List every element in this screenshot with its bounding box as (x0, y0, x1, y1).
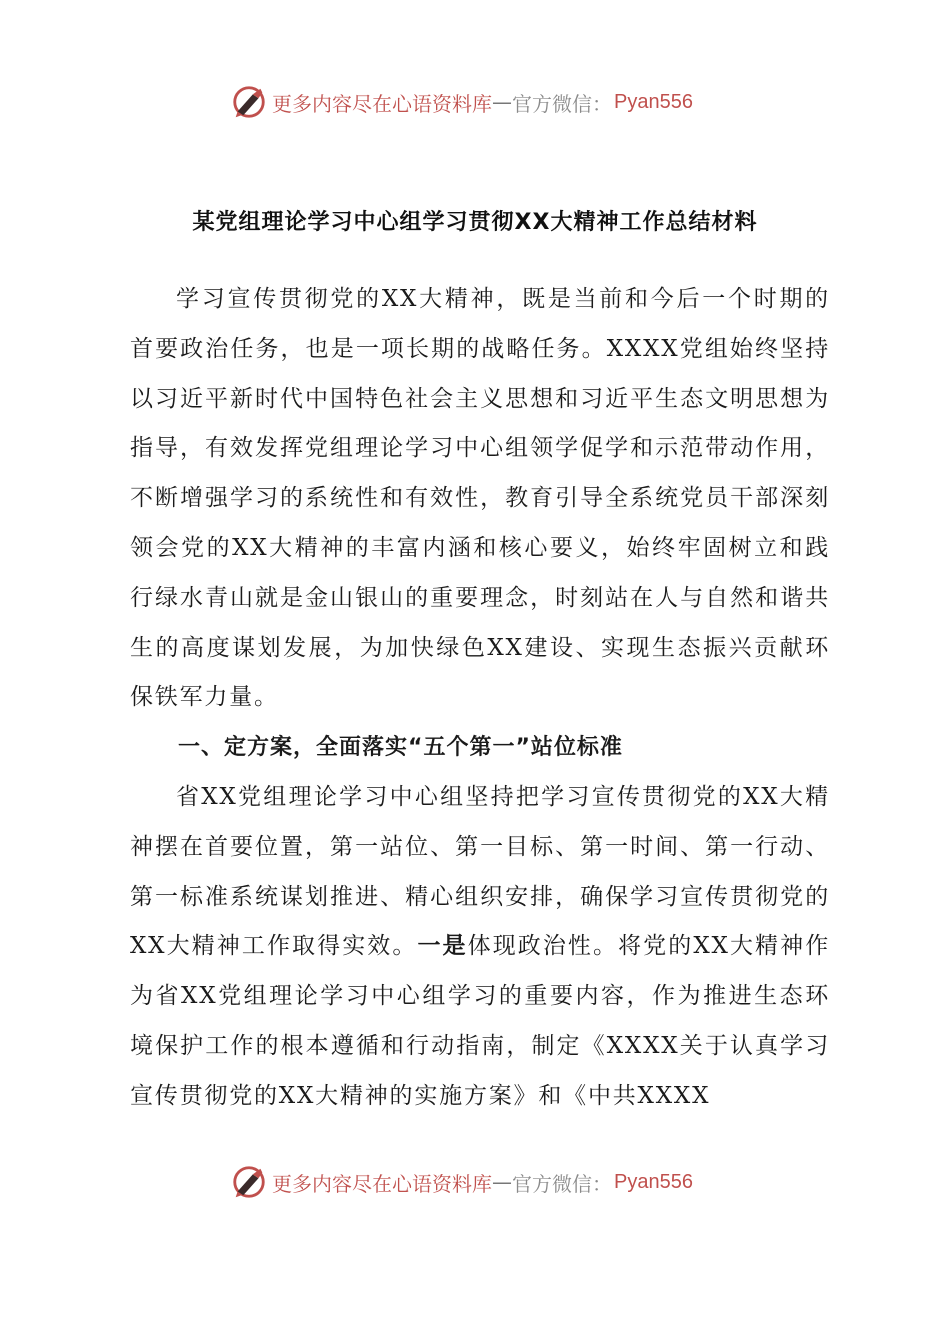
banner-brand-text: 更多内容尽在心语资料库 (272, 91, 492, 116)
banner-account: Pyan556 (614, 1170, 693, 1193)
section-paragraph-text: 省XX党组理论学习中心组坚持把学习宣传贯彻党的XX大精神摆在首要位置，第一站位、第一目标、第一时间、第一行动、第一标准系统谋划推进、精心组织安排，确保学习宣传贯彻党的XX大精神工作取得实效。 (130, 783, 830, 960)
section-paragraph-continued: 体现政治性。将党的XX大精神作为省XX党组理论学习中心组学习的重要内容，作为推进生态环境保护工作的根本遵循和行动指南，制定《XXXX关于认真学习宣传贯彻党的XX大精神的实施方案》和《中共XXXX (130, 933, 830, 1109)
section-paragraph (130, 773, 830, 1122)
banner-separator: — (492, 90, 512, 114)
intro-paragraph: 学习宣传贯彻党的XX大精神，既是当前和今后一个时期的首要政治任务，也是一项长期的战略任务。XXXX党组始终坚持以习近平新时代中国特色社会主义思想和习近平生态文明思想为指导，有效发挥党组理论学习中心组领学促学和示范带动作用，不断增强学习的系统性和有效性，教育引导全系统党员干部深刻领会党的XX大精神的丰富内涵和核心要义，始终牢固树立和践行绿水青山就是金山银山的重要理念，时刻站在人与自然和谐共生的高度谋划发展，为加快绿色XX建设、实现生态振兴贡献环保铁军力量。 (130, 286, 830, 711)
document-title: 某党组理论学习中心组学习贯彻XX大精神工作总结材料 (192, 210, 758, 235)
emphasis-label: 一是 (417, 933, 468, 960)
pen-logo-icon (230, 1163, 268, 1201)
banner-separator: — (492, 1170, 512, 1194)
header-banner (230, 82, 693, 122)
banner-wechat-label: 官方微信： (512, 91, 612, 116)
banner-wechat-label: 官方微信： (512, 1171, 612, 1196)
footer-banner (230, 1162, 693, 1202)
banner-brand-text: 更多内容尽在心语资料库 (272, 1171, 492, 1196)
banner-account: Pyan556 (614, 90, 693, 113)
document-body (130, 275, 830, 1122)
pen-logo-icon (230, 83, 268, 121)
section-heading: 一、定方案，全面落实“五个第一”站位标准 (178, 735, 623, 761)
